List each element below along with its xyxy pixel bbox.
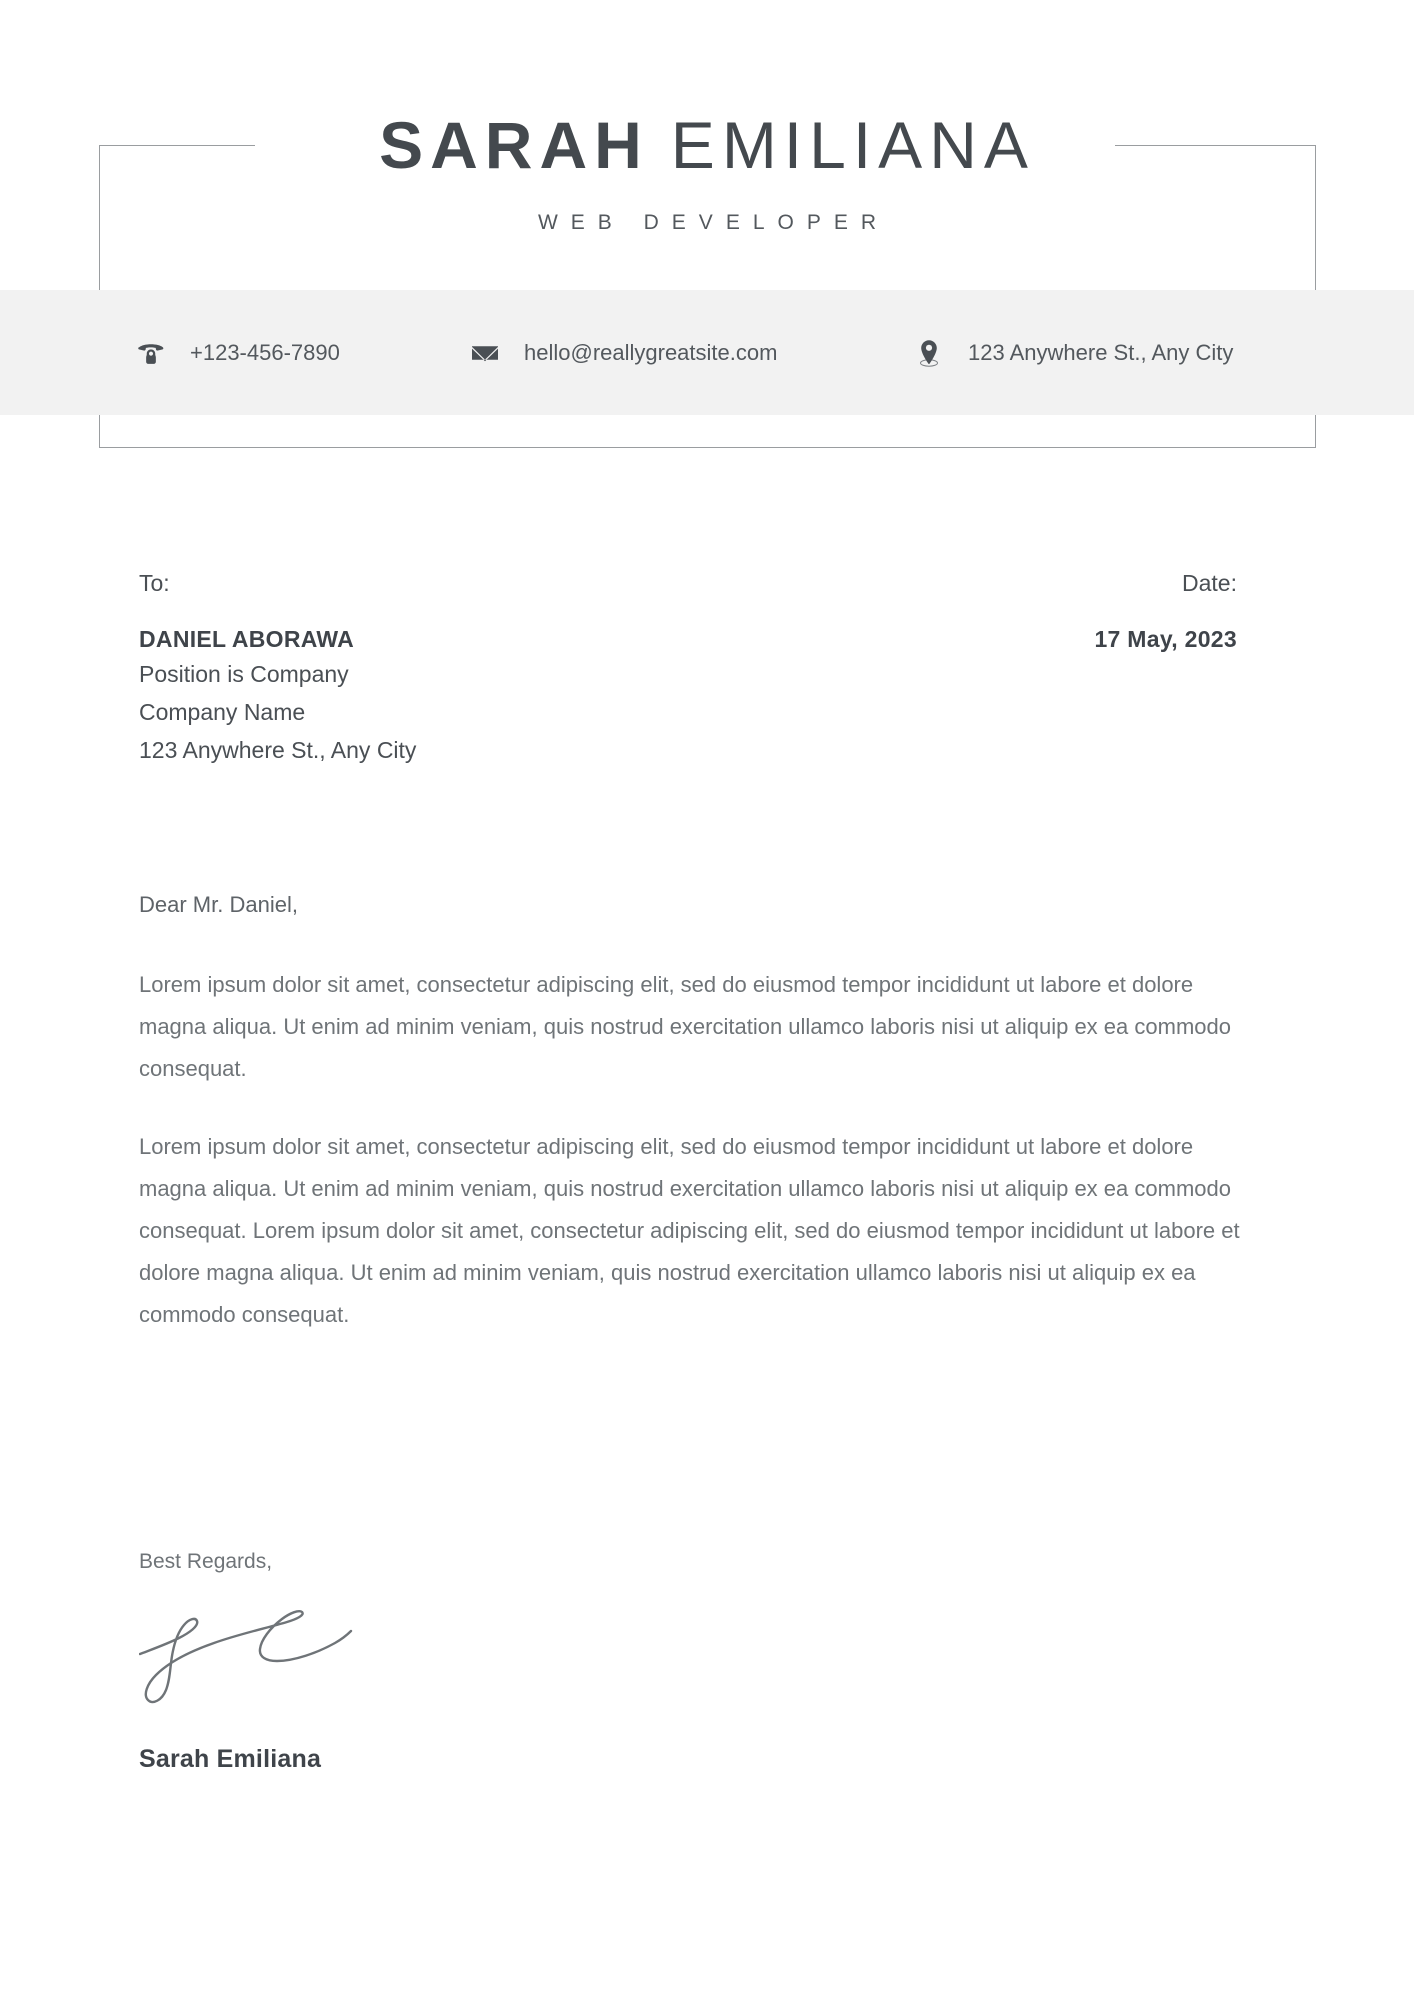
- body-paragraph-1: Lorem ipsum dolor sit amet, consectetur adipiscing elit, sed do eiusmod tempor incididunt ut labore et dolore magna aliqua. Ut enim ad minim veniam, quis nostrud exercitation ullamco laboris nisi ut aliquip ex ea commodo consequat.: [139, 972, 1231, 1081]
- contact-item-location[interactable]: [912, 336, 1233, 370]
- handwritten-signature-icon: [139, 1606, 369, 1721]
- date-value: 17 May, 2023: [1094, 626, 1237, 652]
- signer-name: Sarah Emiliana: [139, 1745, 322, 1773]
- last-name: EMILIANA: [670, 108, 1035, 182]
- letter-meta: [139, 568, 1237, 769]
- recipient-company: Company Name: [139, 699, 306, 725]
- recipient-name: DANIEL ABORAWA: [139, 626, 355, 652]
- street-address: 123 Anywhere St., Any City: [968, 339, 1234, 365]
- recipient-address: 123 Anywhere St., Any City: [139, 737, 417, 763]
- closing-salutation: Best Regards,: [139, 1550, 273, 1573]
- date-label: Date:: [1182, 570, 1237, 596]
- phone-number: +123-456-7890: [190, 339, 340, 365]
- recipient-block: [139, 568, 416, 769]
- contact-item-email[interactable]: [468, 336, 777, 370]
- meta-labels-row: [139, 568, 1237, 769]
- signoff-block: [139, 1548, 369, 1775]
- body-paragraph-2: Lorem ipsum dolor sit amet, consectetur adipiscing elit, sed do eiusmod tempor incididunt ut labore et dolore magna aliqua. Ut enim ad minim veniam, quis nostrud exercitation ullamco laboris nisi ut aliquip ex ea commodo consequat. Lorem ipsum dolor sit amet, consectetur adipiscing elit, sed do eiusmod tempor incididunt ut labore et dolore magna aliqua. Ut enim ad minim veniam, quis nostrud exercitation ullamco laboris nisi ut aliquip ex ea commodo consequat.: [139, 1134, 1240, 1327]
- contact-item-phone[interactable]: [134, 336, 340, 370]
- first-name: SARAH: [379, 108, 649, 182]
- date-block: [1094, 568, 1237, 655]
- to-label: To:: [139, 570, 170, 596]
- envelope-icon: [468, 336, 502, 370]
- location-pin-icon: [912, 336, 946, 370]
- letter-body: [139, 890, 1259, 1372]
- page-title: [0, 107, 1414, 183]
- job-title: WEB DEVELOPER: [537, 211, 890, 234]
- recipient-position: Position is Company: [139, 661, 349, 687]
- contact-band: [0, 290, 1414, 415]
- email-address: hello@reallygreatsite.com: [524, 339, 778, 365]
- phone-icon: [134, 336, 168, 370]
- salutation: Dear Mr. Daniel,: [139, 892, 298, 917]
